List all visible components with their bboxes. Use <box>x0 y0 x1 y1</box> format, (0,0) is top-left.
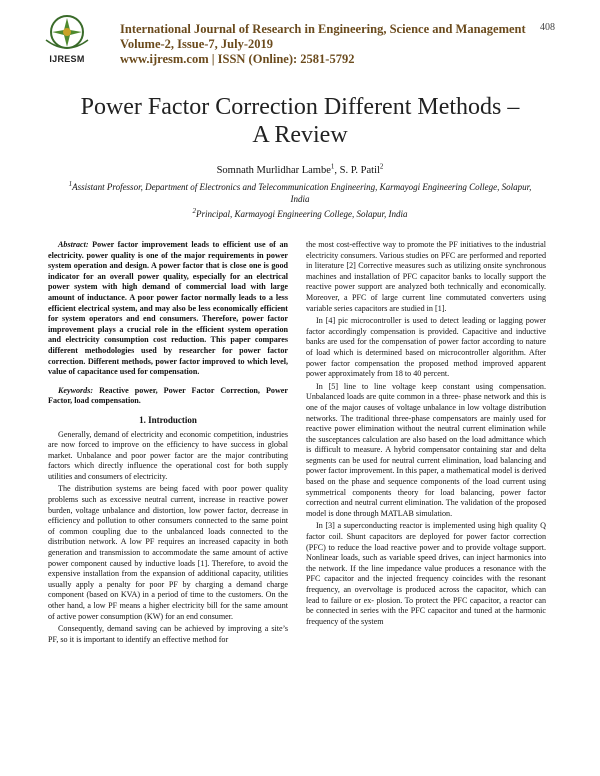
author-1: Somnath Murlidhar Lambe <box>216 165 331 176</box>
intro-paragraph-3: Consequently, demand saving can be achieved by improving a site’s PF, so it is important to identify an effective method for <box>48 624 288 644</box>
page-number: 408 <box>540 22 555 33</box>
right-column <box>306 240 546 629</box>
affiliation-1-text: Assistant Professor, Department of Electronics and Telecommunication Engineering, Karmayogi Engineering College, Solapur, India <box>72 182 532 204</box>
section-heading-introduction: 1. Introduction <box>139 414 197 425</box>
abstract <box>48 240 288 378</box>
journal-website[interactable]: www.ijresm.com | ISSN (Online): 2581-5792 <box>120 52 355 66</box>
affiliation-2-sup: 2 <box>192 207 196 215</box>
paper-title-line1: Power Factor Correction Different Methods – <box>80 94 520 120</box>
abstract-label: Abstract: <box>58 240 89 249</box>
abstract-text: Power factor improvement leads to efficient use of an electricity. power quality is one of the major requirements in power system operation and design. A power factor that is close one is good indicator for an overall power quality, especially for an electrical power system with high demand of commercial load with large amount of inductance. A poor power factor normally leads to a less efficient electrical system, and may also be less economically efficient for system operators and end consumers. Therefore, power factor improvement plays a crucial role in the efficient system operation and electricity consumption cost reduction. This paper compares different methodologies used by researcher for power factor correction. Different methods, power factor improved to which level, value of capacitance used for compensation. <box>48 240 288 377</box>
journal-header <box>120 22 526 67</box>
journal-volume: Volume-2, Issue-7, July-2019 <box>120 37 274 51</box>
author-2-sup: 2 <box>379 162 384 171</box>
author-2: S. P. Patil <box>339 165 380 176</box>
right-paragraph-4: In [3] a superconducting reactor is implemented using high quality Q factor coil. Shunt capacitors are deployed for power factor correction (PFC) to reduce the load reactive power and to provide voltage support. Nonlinear loads, such as variable speed drives, can inject harmonics into the network. If the line impedance value produces a resonance with the PFC capacitor and the injected frequency coincides with the resonant frequency, an overvoltage is produced across the capacitor, which can lead to failure or ex- plosion. To protect the PFC capacitor, a reactor can be connected in series with the PFC capacitor and tuned at the harmonic frequency of the system <box>306 521 546 626</box>
right-paragraph-3: In [5] line to line voltage keep constant using compensation. Unbalanced loads are quite common in a three- phase network and this is one of the major causes of voltage unbalance in low voltage distribution networks. The traditional three-phase compensators are mainly used for reactive power elimination without the neutral current elimination while the susceptances calculation are also based on the load admittance which is difficult to measure. A hybrid compensator containing star and delta segments can be used for neutral current elimination, load balancing and power factor improvement. In this paper, a mathematical model is derived based on the phase and sequence components of the load current using symmetrical components theory for load balancing, power factor correction and neutral current elimination. The validation of the proposed model is done through MATLAB simulation. <box>306 381 546 518</box>
affiliation-2 <box>60 208 540 220</box>
left-column <box>48 240 288 647</box>
right-paragraph-1: the most cost-effective way to promote the PF initiatives to the industrial electricity consumers. Various studies on PFC are performed and reported in literature [2] Corrective measures such as utilizing onsite synchronous machines and installation of PFC capacitor banks to locally support the reactive power support are analyzed both technically and economically. Moreover, a PFC of large current line commutated converters using variable series capacitors are studied in [1]. <box>306 240 546 313</box>
paper-title-line2: A Review <box>252 122 348 148</box>
keywords <box>48 386 288 407</box>
paper-title <box>40 93 560 149</box>
author-list <box>40 162 560 176</box>
journal-name: International Journal of Research in Engineering, Science and Management <box>120 22 526 36</box>
right-paragraph-2: In [4] pic microcontroller is used to detect leading or lagging power factor accordingly compensation is provided. Capacitive and inductive banks are used for the compensation of power factor according to nature of load which is determined based on microcontroller algorithm. After power factor compensation the proposed method improved apparent power approximately from 18 to 40 percent. <box>306 316 546 379</box>
intro-paragraph-1: Generally, demand of electricity and economic competition, industries are now forced to improve on the efficiency to have success in global market. Unbalance and poor power factor are the major contributing factors which directly influence the operational cost for both supply utilities and consumers of electricity. <box>48 429 288 481</box>
author-separator: , <box>334 165 340 176</box>
affiliation-1 <box>60 181 540 205</box>
author-1-sup: 1 <box>330 162 335 171</box>
intro-paragraph-2: The distribution systems are being faced with poor power quality problems such as excessive neutral current, increase in reactive power burden, voltage unbalance and distortion, low power factor, decrease in efficiency and pollution to other consumers connected to the same point of common coupling due to the unbalanced loads connected to the distribution network. A low PF requires an increased capacity in both generation and transmission to accommodate the same amount of active power component caused by inductive loads [1]. Therefore, to avoid the expensive installation from the expansion of additional capacity, utilities usually apply a penalty for poor PF by charging a demand charge component (based on KVA) in a period of time to the customers. On the other hand, a low PF means a higher electricity bill for the same amount of active power consumption (KW) for an end consumer. <box>48 484 288 621</box>
keywords-label: Keywords: <box>58 385 94 395</box>
journal-logo <box>32 10 102 68</box>
affiliation-1-sup: 1 <box>68 180 73 188</box>
logo-emblem-icon <box>32 10 102 56</box>
logo-text: IJRESM <box>49 54 85 64</box>
affiliation-2-text: Principal, Karmayogi Engineering College, Solapur, India <box>196 209 408 219</box>
keywords-text: Reactive power, Power Factor Correction, Power Factor, load compensation. <box>48 385 288 406</box>
